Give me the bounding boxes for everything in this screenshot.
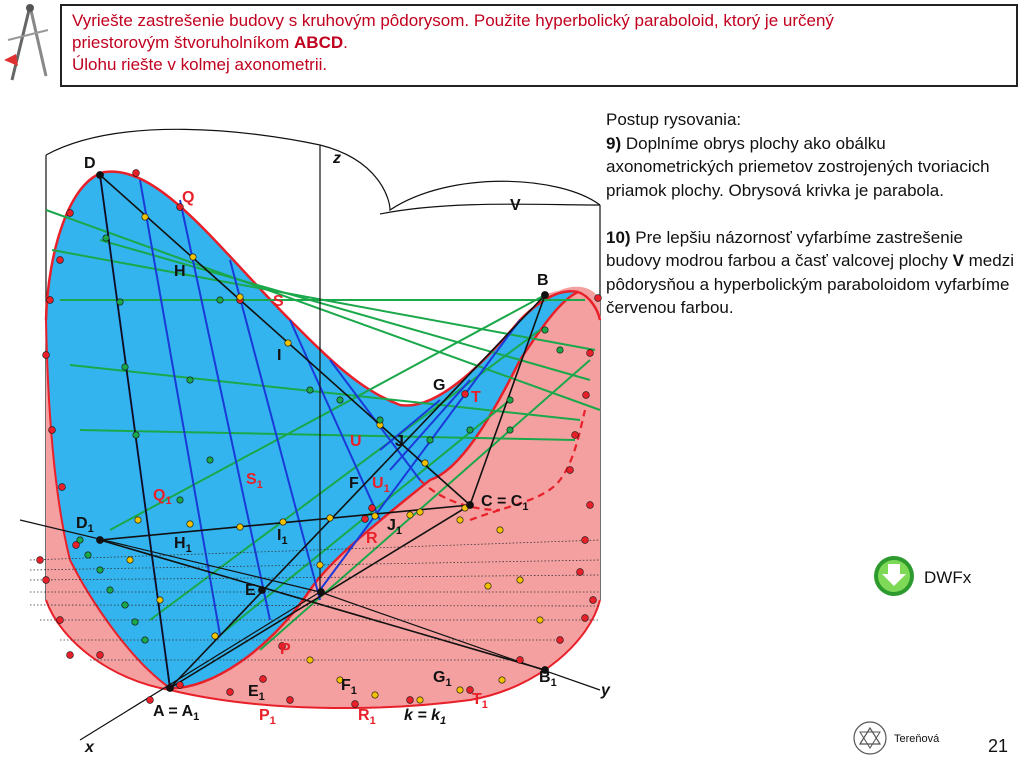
yellow-point-20 xyxy=(457,517,463,523)
label-I1: $I_1$ xyxy=(277,527,288,547)
author-name: Tereňová xyxy=(894,733,940,745)
red-point-28 xyxy=(407,697,414,704)
task-line-2-end: . xyxy=(343,33,348,52)
label-T: T xyxy=(471,389,481,406)
red-point-20 xyxy=(587,502,594,509)
label-S1: $S_1$ xyxy=(246,471,263,491)
red-point-30 xyxy=(287,697,294,704)
yellow-point-29 xyxy=(457,687,463,693)
red-point-18 xyxy=(572,432,579,439)
step-9-text: Doplníme obrys plochy ako obálku axonometrických priemetov zostrojených tvoriacich priamok plochy. Obrysová krivka je parabola. xyxy=(606,133,990,200)
green-point-15 xyxy=(77,537,83,543)
green-point-0 xyxy=(103,235,109,241)
yellow-point-30 xyxy=(499,677,505,683)
task-quad-name: ABCD xyxy=(294,33,344,52)
label-z: z xyxy=(333,150,341,167)
yellow-point-7 xyxy=(187,521,193,527)
page-number: 21 xyxy=(988,736,1009,756)
step-10-number: 10) xyxy=(606,227,631,247)
label-G: G xyxy=(433,377,446,394)
label-R1: $R_1$ xyxy=(358,707,376,727)
label-J1: $J_1$ xyxy=(387,517,403,537)
red-point-13 xyxy=(369,505,376,512)
label-V: V xyxy=(510,197,521,214)
green-point-5 xyxy=(217,297,223,303)
label-E1: $E_1$ xyxy=(248,683,265,703)
green-point-14 xyxy=(557,347,563,353)
red-point-2 xyxy=(47,297,54,304)
yellow-point-16 xyxy=(157,597,163,603)
red-point-31 xyxy=(227,689,234,696)
red-point-15 xyxy=(595,295,602,302)
label-H1: $H_1$ xyxy=(174,535,192,555)
yellow-point-9 xyxy=(280,519,286,525)
step-10-bold: V xyxy=(952,251,964,270)
label-P1: $P_1$ xyxy=(259,707,276,727)
label-F1: $F_1$ xyxy=(341,677,357,697)
yellow-point-11 xyxy=(372,513,378,519)
green-point-10 xyxy=(467,427,473,433)
green-point-11 xyxy=(507,397,513,403)
red-point-17 xyxy=(583,392,590,399)
yellow-point-28 xyxy=(417,697,423,703)
green-point-1 xyxy=(117,299,123,305)
yellow-point-6 xyxy=(135,517,141,523)
label-D1: $D_1$ xyxy=(76,515,94,535)
green-point-9 xyxy=(427,437,433,443)
yellow-point-2 xyxy=(237,294,243,300)
red-point-22 xyxy=(577,569,584,576)
label-D: D xyxy=(84,155,96,172)
steps-heading: Postup rysovania: xyxy=(606,110,742,129)
red-point-5 xyxy=(59,484,66,491)
label-J: J xyxy=(395,433,404,450)
red-point-24 xyxy=(582,615,589,622)
label-R: R xyxy=(366,530,378,547)
red-point-25 xyxy=(557,637,564,644)
task-line-3: Úlohu riešte v kolmej axonometrii. xyxy=(72,55,328,74)
yellow-point-10 xyxy=(327,515,333,521)
yellow-point-21 xyxy=(497,527,503,533)
vertex-point-2 xyxy=(166,684,173,691)
label-x: x xyxy=(85,739,94,756)
label-U: U xyxy=(350,433,362,450)
label-A: $A = A_1$ xyxy=(153,703,200,723)
yellow-point-1 xyxy=(190,254,196,260)
green-point-12 xyxy=(507,427,513,433)
red-point-1 xyxy=(57,257,64,264)
label-B1: $B_1$ xyxy=(539,669,557,689)
vertex-point-7 xyxy=(317,588,324,595)
label-E: E xyxy=(245,582,256,599)
label-Q1: $Q_1$ xyxy=(153,487,172,507)
label-U1: $U_1$ xyxy=(372,475,390,495)
vertex-point-4 xyxy=(96,536,103,543)
label-C: $C = C_1$ xyxy=(481,493,529,513)
label-F: F xyxy=(349,475,359,492)
red-point-34 xyxy=(57,617,64,624)
label-Q: Q xyxy=(182,189,195,206)
red-point-33 xyxy=(97,652,104,659)
green-point-16 xyxy=(85,552,91,558)
task-line-1: Vyriešte zastrešenie budovy s kruhovým pôdorysom. Použite hyperbolický paraboloid, ktorý je určený xyxy=(72,11,834,30)
yellow-point-17 xyxy=(212,633,218,639)
label-k: $k = k_1$ xyxy=(404,707,447,727)
green-point-3 xyxy=(133,432,139,438)
label-T1: $T_1$ xyxy=(472,691,488,711)
green-point-8 xyxy=(377,417,383,423)
yellow-point-3 xyxy=(285,340,291,346)
green-point-17 xyxy=(97,567,103,573)
yellow-point-5 xyxy=(422,460,428,466)
green-point-2 xyxy=(122,364,128,370)
step-9-number: 9) xyxy=(606,133,622,153)
yellow-point-23 xyxy=(537,617,543,623)
yellow-point-12 xyxy=(417,509,423,515)
red-point-14 xyxy=(462,391,469,398)
green-point-22 xyxy=(177,497,183,503)
red-point-4 xyxy=(49,427,56,434)
label-y: y xyxy=(601,682,610,699)
label-I: I xyxy=(277,347,282,364)
green-point-19 xyxy=(122,602,128,608)
green-point-7 xyxy=(337,397,343,403)
red-point-26 xyxy=(517,657,524,664)
yellow-point-0 xyxy=(142,214,148,220)
vertex-point-0 xyxy=(96,171,103,178)
yellow-point-25 xyxy=(307,657,313,663)
red-point-19 xyxy=(567,467,574,474)
green-point-4 xyxy=(187,377,193,383)
green-point-23 xyxy=(207,457,213,463)
label-P: P xyxy=(280,641,291,658)
yellow-point-22 xyxy=(517,577,523,583)
red-point-7 xyxy=(133,170,140,177)
yellow-point-18 xyxy=(317,562,323,568)
red-point-12 xyxy=(362,516,369,523)
red-point-11 xyxy=(260,676,267,683)
dwfx-label[interactable]: DWFx xyxy=(924,568,972,587)
label-S: S xyxy=(273,293,284,310)
red-point-35 xyxy=(43,577,50,584)
red-point-32 xyxy=(177,682,184,689)
step-10-text-b: medzi pôdorysňou a hyperbolickým paraboloidom vyfarbíme červenou farbou. xyxy=(606,251,1014,317)
green-point-20 xyxy=(132,619,138,625)
label-B: B xyxy=(537,272,549,289)
yellow-point-24 xyxy=(485,583,491,589)
green-point-6 xyxy=(307,387,313,393)
green-point-13 xyxy=(542,327,548,333)
red-point-36 xyxy=(37,557,44,564)
red-point-0 xyxy=(67,210,74,217)
green-point-18 xyxy=(107,587,113,593)
vertex-point-6 xyxy=(258,586,265,593)
red-point-23 xyxy=(590,597,597,604)
red-point-21 xyxy=(582,537,589,544)
vertex-point-1 xyxy=(541,291,548,298)
red-point-3 xyxy=(43,352,50,359)
yellow-point-27 xyxy=(372,692,378,698)
red-point-37 xyxy=(67,652,74,659)
green-point-21 xyxy=(142,637,148,643)
yellow-point-8 xyxy=(237,524,243,530)
step-10-text-a: Pre lepšiu názornosť vyfarbíme zastrešenie budovy modrou farbou a časť valcovej plochy xyxy=(606,227,963,270)
label-G1: $G_1$ xyxy=(433,669,452,689)
label-H: H xyxy=(174,263,186,280)
yellow-point-15 xyxy=(127,557,133,563)
author-logo-icon xyxy=(852,720,888,756)
yellow-point-19 xyxy=(407,512,413,518)
red-point-16 xyxy=(587,350,594,357)
vertex-point-3 xyxy=(466,501,473,508)
task-line-2-text: priestorovým štvoruholníkom xyxy=(72,33,295,52)
